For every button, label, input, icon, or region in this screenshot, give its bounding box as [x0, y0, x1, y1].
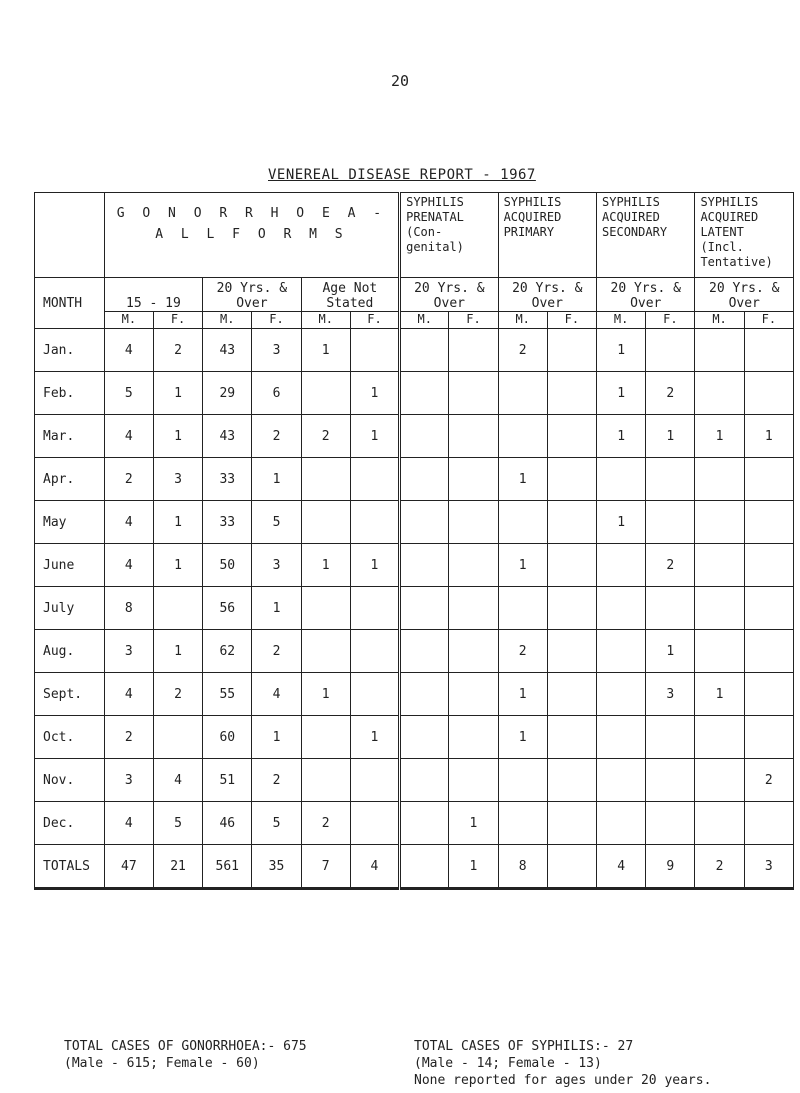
female-header: F.: [252, 312, 301, 329]
count-cell: 4: [104, 673, 153, 716]
count-cell: 2: [104, 458, 153, 501]
count-cell: 1: [597, 329, 646, 372]
count-cell: [400, 372, 449, 415]
month-label: Oct.: [35, 716, 105, 759]
count-cell: [695, 329, 744, 372]
count-cell: 1: [153, 415, 202, 458]
count-cell: [449, 630, 498, 673]
count-cell: [400, 759, 449, 802]
count-cell: 2: [646, 544, 695, 587]
count-cell: [449, 716, 498, 759]
count-cell: 2: [498, 630, 547, 673]
count-cell: [400, 802, 449, 845]
age-header-20-over: 20 Yrs. & Over: [203, 278, 301, 312]
count-cell: 1: [350, 716, 399, 759]
count-cell: 1: [301, 673, 350, 716]
count-cell: [597, 673, 646, 716]
count-cell: [646, 501, 695, 544]
count-cell: 5: [104, 372, 153, 415]
count-cell: 2: [301, 802, 350, 845]
count-cell: 2: [744, 759, 793, 802]
count-cell: [498, 759, 547, 802]
count-cell: [547, 673, 596, 716]
count-cell: 1: [252, 587, 301, 630]
count-cell: [597, 587, 646, 630]
month-label: Jan.: [35, 329, 105, 372]
count-cell: [400, 458, 449, 501]
group-header-row: [35, 193, 794, 278]
count-cell: 4: [597, 845, 646, 889]
count-cell: 29: [203, 372, 252, 415]
count-cell: 1: [252, 716, 301, 759]
count-cell: [744, 501, 793, 544]
table-row: [35, 329, 794, 372]
male-header: M.: [695, 312, 744, 329]
count-cell: 1: [695, 673, 744, 716]
count-cell: 3: [646, 673, 695, 716]
count-cell: 6: [252, 372, 301, 415]
count-cell: [744, 587, 793, 630]
count-cell: 3: [252, 329, 301, 372]
prenatal-age-header: 20 Yrs. & Over: [400, 278, 498, 312]
count-cell: 2: [646, 372, 695, 415]
sex-header-row: [35, 312, 794, 329]
syphilis-latent-header: SYPHILIS ACQUIRED LATENT (Incl. Tentative): [695, 193, 794, 278]
count-cell: [350, 587, 399, 630]
month-label: June: [35, 544, 105, 587]
count-cell: 60: [203, 716, 252, 759]
count-cell: 47: [104, 845, 153, 889]
count-cell: 1: [449, 845, 498, 889]
count-cell: 1: [153, 630, 202, 673]
count-cell: [350, 630, 399, 673]
count-cell: [646, 458, 695, 501]
table-row: [35, 544, 794, 587]
count-cell: [498, 587, 547, 630]
count-cell: 5: [252, 802, 301, 845]
count-cell: 2: [695, 845, 744, 889]
syphilis-total-line: TOTAL CASES OF SYPHILIS:- 27: [414, 1039, 634, 1054]
count-cell: 1: [597, 415, 646, 458]
count-cell: 1: [695, 415, 744, 458]
count-cell: 1: [153, 372, 202, 415]
table-row: [35, 372, 794, 415]
count-cell: 8: [498, 845, 547, 889]
count-cell: 2: [301, 415, 350, 458]
male-header: M.: [400, 312, 449, 329]
count-cell: 33: [203, 501, 252, 544]
count-cell: [695, 630, 744, 673]
count-cell: [400, 544, 449, 587]
month-label: Feb.: [35, 372, 105, 415]
count-cell: 46: [203, 802, 252, 845]
count-cell: [597, 802, 646, 845]
count-cell: 4: [104, 544, 153, 587]
count-cell: 2: [104, 716, 153, 759]
count-cell: [350, 802, 399, 845]
age-header-15-19: 15 - 19: [104, 278, 202, 312]
count-cell: 1: [646, 415, 695, 458]
count-cell: [646, 802, 695, 845]
count-cell: [547, 802, 596, 845]
count-cell: [646, 716, 695, 759]
count-cell: 3: [744, 845, 793, 889]
count-cell: [350, 673, 399, 716]
count-cell: 1: [597, 372, 646, 415]
count-cell: 1: [153, 544, 202, 587]
count-cell: 4: [252, 673, 301, 716]
count-cell: 9: [646, 845, 695, 889]
count-cell: [400, 501, 449, 544]
count-cell: 3: [104, 630, 153, 673]
month-label: July: [35, 587, 105, 630]
count-cell: 1: [744, 415, 793, 458]
count-cell: 1: [350, 544, 399, 587]
count-cell: [744, 673, 793, 716]
count-cell: [400, 587, 449, 630]
month-label: Sept.: [35, 673, 105, 716]
count-cell: 4: [153, 759, 202, 802]
count-cell: 4: [104, 329, 153, 372]
corner-cell: [35, 193, 105, 278]
month-label: Dec.: [35, 802, 105, 845]
count-cell: [301, 716, 350, 759]
syphilis-note-line: None reported for ages under 20 years.: [414, 1073, 712, 1088]
count-cell: 561: [203, 845, 252, 889]
female-header: F.: [350, 312, 399, 329]
count-cell: [646, 587, 695, 630]
count-cell: [547, 329, 596, 372]
primary-age-header: 20 Yrs. & Over: [498, 278, 596, 312]
count-cell: 1: [498, 716, 547, 759]
secondary-age-header: 20 Yrs. & Over: [597, 278, 695, 312]
page-number: 20: [390, 72, 410, 90]
gonorrhoea-breakdown-line: (Male - 615; Female - 60): [64, 1056, 260, 1071]
count-cell: [547, 587, 596, 630]
count-cell: [646, 759, 695, 802]
month-label: Nov.: [35, 759, 105, 802]
month-header: MONTH: [35, 278, 105, 329]
count-cell: 3: [104, 759, 153, 802]
count-cell: 4: [104, 501, 153, 544]
count-cell: [301, 630, 350, 673]
count-cell: [547, 630, 596, 673]
syphilis-breakdown-line: (Male - 14; Female - 13): [414, 1056, 602, 1071]
report-title: VENEREAL DISEASE REPORT - 1967: [268, 167, 536, 183]
syphilis-primary-header: SYPHILIS ACQUIRED PRIMARY: [498, 193, 596, 278]
count-cell: 4: [104, 415, 153, 458]
count-cell: [449, 415, 498, 458]
count-cell: 1: [350, 415, 399, 458]
count-cell: 1: [498, 673, 547, 716]
age-header-not-stated: Age Not Stated: [301, 278, 400, 312]
count-cell: [695, 501, 744, 544]
count-cell: [547, 501, 596, 544]
table-row: [35, 759, 794, 802]
totals-row: [35, 845, 794, 889]
count-cell: [547, 845, 596, 889]
count-cell: [597, 458, 646, 501]
count-cell: 1: [252, 458, 301, 501]
male-header: M.: [203, 312, 252, 329]
month-label: Apr.: [35, 458, 105, 501]
count-cell: [350, 458, 399, 501]
count-cell: [744, 802, 793, 845]
count-cell: [498, 802, 547, 845]
count-cell: [400, 845, 449, 889]
count-cell: 55: [203, 673, 252, 716]
count-cell: 7: [301, 845, 350, 889]
table-row: [35, 716, 794, 759]
female-header: F.: [449, 312, 498, 329]
syphilis-prenatal-header: SYPHILIS PRENATAL (Con- genital): [400, 193, 498, 278]
count-cell: 5: [153, 802, 202, 845]
female-header: F.: [153, 312, 202, 329]
latent-age-header: 20 Yrs. & Over: [695, 278, 794, 312]
count-cell: 50: [203, 544, 252, 587]
count-cell: [449, 501, 498, 544]
count-cell: [449, 673, 498, 716]
table-row: [35, 673, 794, 716]
count-cell: [597, 630, 646, 673]
count-cell: [547, 716, 596, 759]
count-cell: 1: [350, 372, 399, 415]
count-cell: [547, 458, 596, 501]
count-cell: [350, 759, 399, 802]
syphilis-summary: [414, 1038, 711, 1089]
count-cell: [449, 587, 498, 630]
table-row: [35, 587, 794, 630]
gonorrhoea-header-text: G O N O R R H O E A - A L L F O R M S: [116, 206, 387, 242]
count-cell: [597, 759, 646, 802]
count-cell: [400, 630, 449, 673]
male-header: M.: [597, 312, 646, 329]
gonorrhoea-total-line: TOTAL CASES OF GONORRHOEA:- 675: [64, 1039, 307, 1054]
count-cell: [449, 759, 498, 802]
count-cell: [301, 372, 350, 415]
count-cell: [301, 458, 350, 501]
count-cell: [695, 802, 744, 845]
venereal-disease-table: [34, 192, 794, 890]
count-cell: [449, 372, 498, 415]
count-cell: [400, 415, 449, 458]
count-cell: 56: [203, 587, 252, 630]
male-header: M.: [301, 312, 350, 329]
count-cell: [400, 673, 449, 716]
count-cell: [744, 544, 793, 587]
count-cell: 1: [153, 501, 202, 544]
table-row: [35, 802, 794, 845]
count-cell: [400, 329, 449, 372]
count-cell: 51: [203, 759, 252, 802]
age-header-row: [35, 278, 794, 312]
female-header: F.: [646, 312, 695, 329]
count-cell: [547, 544, 596, 587]
count-cell: 2: [252, 415, 301, 458]
count-cell: 4: [104, 802, 153, 845]
count-cell: [350, 329, 399, 372]
count-cell: 1: [646, 630, 695, 673]
count-cell: [695, 587, 744, 630]
count-cell: [744, 630, 793, 673]
count-cell: [695, 716, 744, 759]
count-cell: 33: [203, 458, 252, 501]
female-header: F.: [744, 312, 793, 329]
count-cell: 21: [153, 845, 202, 889]
table-row: [35, 415, 794, 458]
count-cell: [301, 759, 350, 802]
count-cell: 3: [153, 458, 202, 501]
count-cell: 4: [350, 845, 399, 889]
table-row: [35, 501, 794, 544]
count-cell: [547, 415, 596, 458]
count-cell: [153, 587, 202, 630]
count-cell: [449, 544, 498, 587]
count-cell: [153, 716, 202, 759]
count-cell: [744, 329, 793, 372]
count-cell: [449, 458, 498, 501]
count-cell: 1: [498, 458, 547, 501]
count-cell: [301, 587, 350, 630]
count-cell: 8: [104, 587, 153, 630]
count-cell: [498, 415, 547, 458]
count-cell: 5: [252, 501, 301, 544]
gonorrhoea-summary: [64, 1038, 307, 1072]
count-cell: 2: [252, 759, 301, 802]
count-cell: [744, 372, 793, 415]
table-row: [35, 630, 794, 673]
month-label: May: [35, 501, 105, 544]
count-cell: [498, 501, 547, 544]
count-cell: [695, 544, 744, 587]
count-cell: [695, 372, 744, 415]
count-cell: [350, 501, 399, 544]
table-row: [35, 458, 794, 501]
count-cell: [547, 372, 596, 415]
month-label: TOTALS: [35, 845, 105, 889]
count-cell: [695, 759, 744, 802]
count-cell: [646, 329, 695, 372]
male-header: M.: [498, 312, 547, 329]
count-cell: [301, 501, 350, 544]
count-cell: [744, 458, 793, 501]
syphilis-secondary-header: SYPHILIS ACQUIRED SECONDARY: [597, 193, 695, 278]
count-cell: 43: [203, 415, 252, 458]
count-cell: 35: [252, 845, 301, 889]
count-cell: 2: [153, 329, 202, 372]
count-cell: 1: [301, 544, 350, 587]
count-cell: 1: [597, 501, 646, 544]
male-header: M.: [104, 312, 153, 329]
count-cell: [744, 716, 793, 759]
count-cell: 43: [203, 329, 252, 372]
count-cell: [400, 716, 449, 759]
count-cell: 2: [252, 630, 301, 673]
count-cell: 2: [153, 673, 202, 716]
month-label: Aug.: [35, 630, 105, 673]
gonorrhoea-header: [104, 193, 399, 278]
count-cell: [695, 458, 744, 501]
count-cell: [449, 329, 498, 372]
count-cell: 1: [449, 802, 498, 845]
count-cell: 1: [301, 329, 350, 372]
count-cell: 62: [203, 630, 252, 673]
month-label: Mar.: [35, 415, 105, 458]
count-cell: 2: [498, 329, 547, 372]
count-cell: [498, 372, 547, 415]
count-cell: [597, 716, 646, 759]
count-cell: [597, 544, 646, 587]
count-cell: 1: [498, 544, 547, 587]
count-cell: [547, 759, 596, 802]
female-header: F.: [547, 312, 596, 329]
count-cell: 3: [252, 544, 301, 587]
